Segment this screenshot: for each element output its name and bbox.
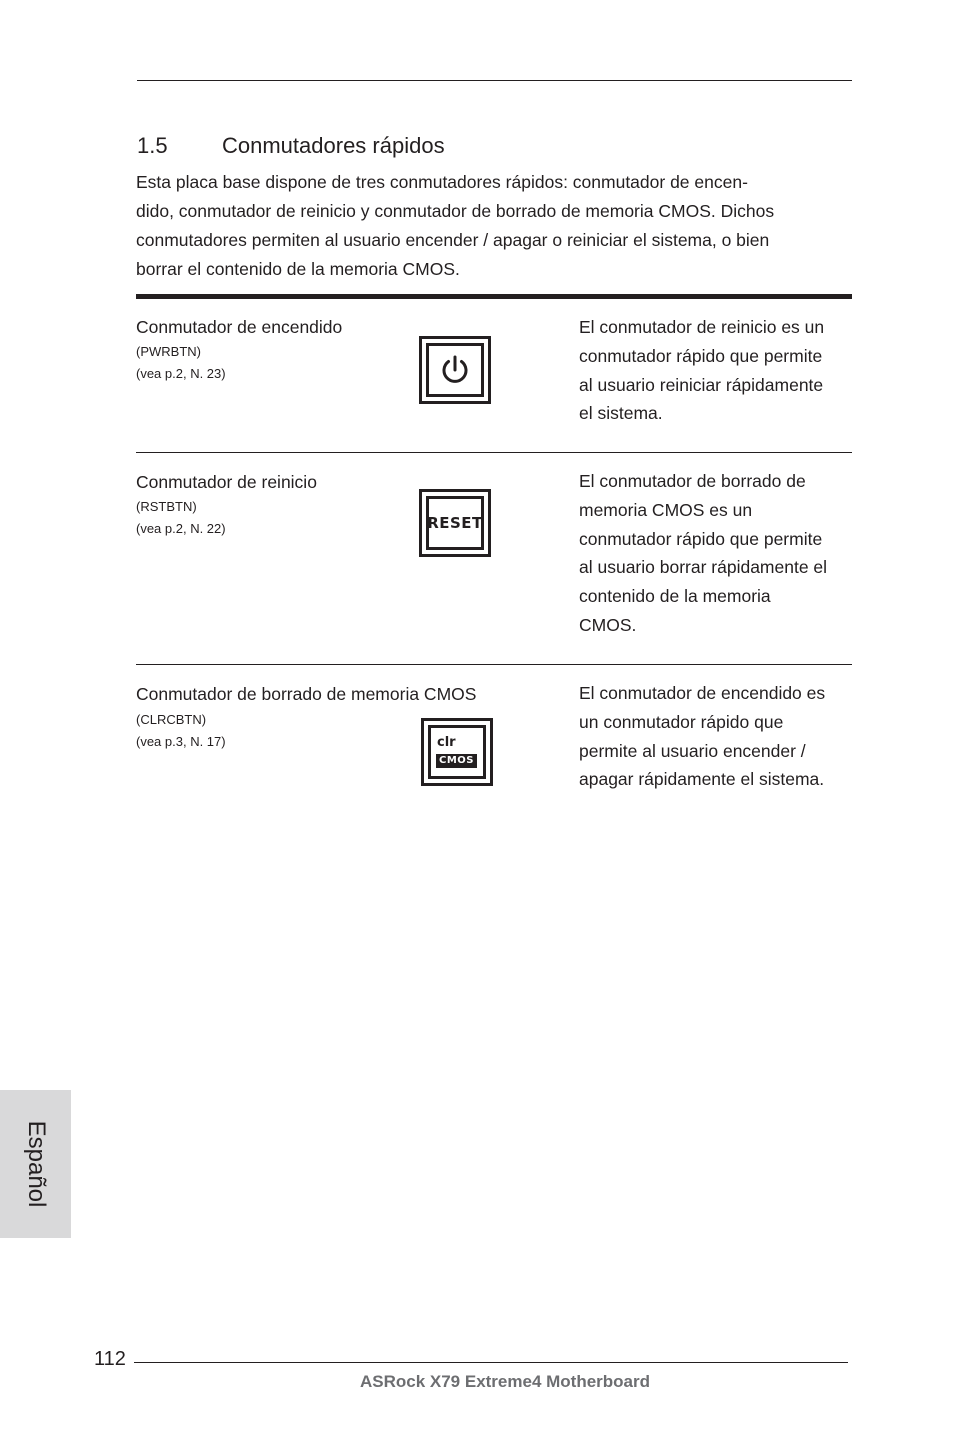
switch-label-reset: Conmutador de reinicio [136,472,317,492]
desc-line: el sistema. [579,403,663,424]
desc-line: El conmutador de reinicio es un [579,317,825,337]
intro-line: borrar el contenido de la memoria CMOS. [136,259,460,279]
header-rule [137,80,852,81]
desc-line: apagar rápidamente el sistema. [579,769,825,790]
switch-code-clrcmos: (CLRCBTN) [136,712,207,727]
power-icon [438,353,472,387]
language-side-tab [0,1090,71,1238]
switch-ref-reset: (vea p.2, N. 22) [136,521,226,536]
row-divider [136,452,852,453]
switch-ref-power: (vea p.2, N. 23) [136,366,226,381]
desc-line: al usuario reiniciar rápidamente [579,374,824,395]
desc-line: El conmutador de borrado de [579,471,806,491]
switch-code-power: (PWRBTN) [136,344,201,359]
desc-line: un conmutador rápido que [579,711,784,732]
switch-ref-clrcmos: (vea p.3, N. 17) [136,734,226,749]
intro-line: dido, conmutador de reinicio y conmutador de borrado de memoria CMOS. Dichos [136,201,775,221]
table-top-rule [136,294,852,299]
row-divider [136,664,852,665]
reset-icon: RESET [427,514,483,532]
desc-line: conmutador rápido que permite [579,528,823,549]
clr-cmos-button-graphic [421,718,493,786]
desc-line: permite al usuario encender / [579,740,806,761]
desc-line: El conmutador de encendido es [579,683,826,703]
desc-line: memoria CMOS es un [579,499,753,520]
section-number: 1.5 [137,133,168,158]
intro-line: Esta placa base dispone de tres conmutadores rápidos: conmutador de encen- [136,172,748,192]
reset-button-graphic [419,489,491,557]
clr-label: clr [437,735,456,750]
switch-desc-3 [579,679,859,794]
switch-desc-2 [579,467,859,640]
intro-line: conmutadores permiten al usuario encender / apagar o reiniciar el sistema, o bien [136,230,770,250]
footer-title: ASRock X79 Extreme4 Motherboard [359,1372,651,1391]
switch-desc-1 [579,313,859,428]
clr-cmos-icon [428,725,486,779]
side-tab-label: Español [23,1120,50,1208]
cmos-label: CMOS [436,754,477,768]
footer-rule [134,1362,848,1363]
power-button-graphic [419,336,491,404]
desc-line: al usuario borrar rápidamente el [579,557,828,578]
desc-line: contenido de la memoria [579,586,771,607]
intro-paragraph [136,168,852,284]
switch-code-reset: (RSTBTN) [136,499,197,514]
desc-line: CMOS. [579,614,637,635]
switch-label-power: Conmutador de encendido [136,317,343,337]
page-number: 112 [94,1348,126,1370]
section-title: Conmutadores rápidos [222,133,445,158]
switch-label-clrcmos: Conmutador de borrado de memoria CMOS [136,684,477,704]
desc-line: conmutador rápido que permite [579,345,823,366]
